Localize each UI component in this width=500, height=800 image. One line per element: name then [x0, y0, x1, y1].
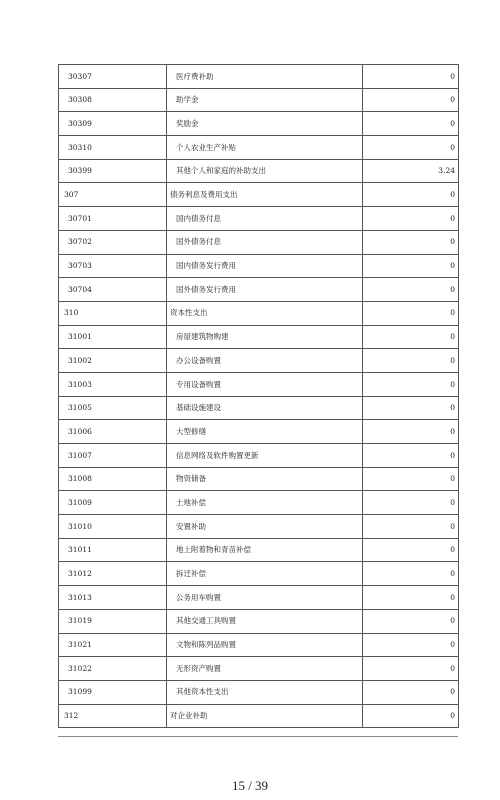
table-row — [59, 65, 459, 89]
amount-cell: 0 — [363, 325, 459, 349]
account-code-cell: 31012 — [59, 562, 167, 586]
amount-cell: 0 — [363, 112, 459, 136]
table-row — [59, 254, 459, 278]
amount-cell: 0 — [363, 657, 459, 681]
amount-cell: 0 — [363, 562, 459, 586]
account-name-cell: 安置补助 — [167, 515, 363, 539]
account-code-cell: 30307 — [59, 65, 167, 89]
table-row — [59, 396, 459, 420]
table-row — [59, 515, 459, 539]
amount-cell: 0 — [363, 230, 459, 254]
account-code-cell: 31021 — [59, 633, 167, 657]
account-name-cell: 资本性支出 — [167, 301, 363, 325]
account-code-cell: 310 — [59, 301, 167, 325]
amount-cell: 0 — [363, 633, 459, 657]
account-name-cell: 国内债务付息 — [167, 207, 363, 231]
account-name-cell: 地上附着物和青苗补偿 — [167, 538, 363, 562]
account-code-cell: 30704 — [59, 278, 167, 302]
account-code-cell: 30702 — [59, 230, 167, 254]
table-row — [59, 372, 459, 396]
account-name-cell: 土地补偿 — [167, 491, 363, 515]
account-name-cell: 基础设施建设 — [167, 396, 363, 420]
account-code-cell: 31008 — [59, 467, 167, 491]
account-name-cell: 国外债务付息 — [167, 230, 363, 254]
account-code-cell: 31019 — [59, 609, 167, 633]
account-name-cell: 信息网络及软件购置更新 — [167, 444, 363, 468]
account-name-cell: 个人农业生产补贴 — [167, 136, 363, 160]
account-code-cell: 30310 — [59, 136, 167, 160]
account-code-cell: 31003 — [59, 372, 167, 396]
amount-cell: 0 — [363, 136, 459, 160]
table-row — [59, 159, 459, 183]
amount-cell: 0 — [363, 609, 459, 633]
expenditure-table-container — [58, 64, 458, 728]
amount-cell: 0 — [363, 207, 459, 231]
account-code-cell: 31009 — [59, 491, 167, 515]
account-name-cell: 其他资本性支出 — [167, 680, 363, 704]
account-name-cell: 奖励金 — [167, 112, 363, 136]
account-name-cell: 债务利息及费用支出 — [167, 183, 363, 207]
account-code-cell: 30701 — [59, 207, 167, 231]
account-name-cell: 无形资产购置 — [167, 657, 363, 681]
account-code-cell: 31001 — [59, 325, 167, 349]
table-row — [59, 349, 459, 373]
account-code-cell: 31006 — [59, 420, 167, 444]
table-row — [59, 325, 459, 349]
account-name-cell: 物资储备 — [167, 467, 363, 491]
bottom-rule — [58, 736, 458, 737]
expenditure-table — [58, 64, 459, 728]
table-row — [59, 704, 459, 728]
account-name-cell: 公务用车购置 — [167, 586, 363, 610]
table-row — [59, 467, 459, 491]
amount-cell: 0 — [363, 444, 459, 468]
account-name-cell: 国外债务发行费用 — [167, 278, 363, 302]
table-row — [59, 657, 459, 681]
amount-cell: 0 — [363, 467, 459, 491]
table-row — [59, 444, 459, 468]
account-code-cell: 31010 — [59, 515, 167, 539]
table-row — [59, 491, 459, 515]
account-code-cell: 31099 — [59, 680, 167, 704]
account-code-cell: 30703 — [59, 254, 167, 278]
table-row — [59, 136, 459, 160]
amount-cell: 0 — [363, 278, 459, 302]
table-row — [59, 301, 459, 325]
table-row — [59, 230, 459, 254]
account-code-cell: 31011 — [59, 538, 167, 562]
amount-cell: 0 — [363, 301, 459, 325]
account-name-cell: 办公设备购置 — [167, 349, 363, 373]
amount-cell: 0 — [363, 704, 459, 728]
amount-cell: 0 — [363, 515, 459, 539]
account-name-cell: 拆迁补偿 — [167, 562, 363, 586]
account-name-cell: 文物和陈列品购置 — [167, 633, 363, 657]
page-number: 15 / 39 — [231, 778, 269, 793]
table-row — [59, 633, 459, 657]
account-code-cell: 31002 — [59, 349, 167, 373]
table-row — [59, 680, 459, 704]
amount-cell: 0 — [363, 88, 459, 112]
account-code-cell: 30399 — [59, 159, 167, 183]
amount-cell: 0 — [363, 183, 459, 207]
account-code-cell: 31013 — [59, 586, 167, 610]
amount-cell: 0 — [363, 680, 459, 704]
table-row — [59, 586, 459, 610]
table-body — [59, 65, 459, 728]
amount-cell: 0 — [363, 538, 459, 562]
account-name-cell: 对企业补助 — [167, 704, 363, 728]
account-name-cell: 医疗费补助 — [167, 65, 363, 89]
table-row — [59, 562, 459, 586]
account-code-cell: 31007 — [59, 444, 167, 468]
account-code-cell: 30308 — [59, 88, 167, 112]
account-name-cell: 房屋建筑物购建 — [167, 325, 363, 349]
table-row — [59, 183, 459, 207]
account-name-cell: 其他交通工具购置 — [167, 609, 363, 633]
table-row — [59, 112, 459, 136]
account-code-cell: 312 — [59, 704, 167, 728]
amount-cell: 0 — [363, 254, 459, 278]
amount-cell: 0 — [363, 586, 459, 610]
account-code-cell: 30309 — [59, 112, 167, 136]
table-row — [59, 420, 459, 444]
account-name-cell: 专用设备购置 — [167, 372, 363, 396]
account-name-cell: 其他个人和家庭的补助支出 — [167, 159, 363, 183]
amount-cell: 3.24 — [363, 159, 459, 183]
account-code-cell: 31005 — [59, 396, 167, 420]
account-name-cell: 助学金 — [167, 88, 363, 112]
amount-cell: 0 — [363, 420, 459, 444]
amount-cell: 0 — [363, 65, 459, 89]
table-row — [59, 278, 459, 302]
table-row — [59, 88, 459, 112]
account-code-cell: 31022 — [59, 657, 167, 681]
amount-cell: 0 — [363, 372, 459, 396]
account-name-cell: 国内债务发行费用 — [167, 254, 363, 278]
amount-cell: 0 — [363, 349, 459, 373]
table-row — [59, 207, 459, 231]
table-row — [59, 538, 459, 562]
amount-cell: 0 — [363, 396, 459, 420]
amount-cell: 0 — [363, 491, 459, 515]
table-row — [59, 609, 459, 633]
account-name-cell: 大型修缮 — [167, 420, 363, 444]
account-code-cell: 307 — [59, 183, 167, 207]
